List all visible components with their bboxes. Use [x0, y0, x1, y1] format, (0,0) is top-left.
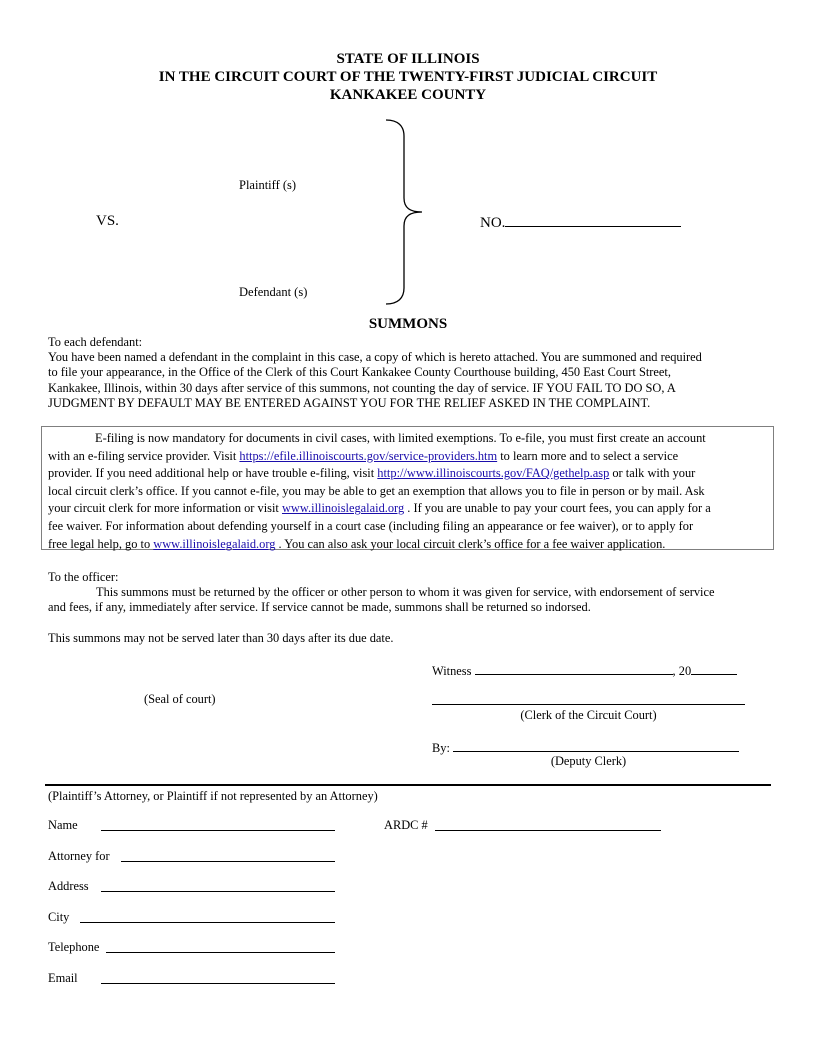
by-label: By:: [432, 741, 450, 755]
deputy-clerk-label: (Deputy Clerk): [550, 754, 627, 768]
telephone-field[interactable]: [106, 952, 335, 953]
witness-label: Witness: [432, 664, 472, 678]
defendant-notice-line: You have been named a defendant in the complaint in this case, a copy of which is hereto attached. You are summoned and required: [48, 350, 702, 364]
officer-instruction-line: This summons must be returned by the officer or other person to whom it was given for service, with endorsement of service: [96, 585, 715, 599]
efile-line: fee waiver. For information about defending yourself in a court case (including filing an appearance or fee waiver), or to apply for: [48, 518, 694, 533]
case-number-field[interactable]: [505, 213, 681, 227]
case-number-label: NO.: [480, 215, 506, 231]
efile-line: local circuit clerk’s office. If you cannot e-file, you may be able to get an exemption that allows you to file in person or by mail. Ask: [48, 483, 705, 498]
deputy-signature-field[interactable]: [453, 738, 739, 752]
efile-line: with an e-filing service provider. Visit https://efile.illinoiscourts.gov/service-providers.htm to learn more and to select a service: [48, 448, 679, 463]
seal-of-court: (Seal of court): [144, 692, 216, 706]
attorney-for-label: Attorney for: [48, 849, 110, 863]
telephone-label: Telephone: [48, 940, 100, 954]
clerk-label: (Clerk of the Circuit Court): [520, 708, 657, 722]
service-providers-link[interactable]: https://efile.illinoiscourts.gov/service-providers.htm: [239, 448, 498, 463]
witness-line: [432, 661, 737, 679]
attorney-heading: (Plaintiff’s Attorney, or Plaintiff if not represented by an Attorney): [48, 789, 378, 803]
witness-year-field[interactable]: [691, 661, 737, 675]
caption-brace: [384, 118, 428, 306]
clerk-signature-line[interactable]: [432, 704, 745, 705]
efile-line: free legal help, go to www.illinoislegalaid.org . You can also ask your local circuit clerk’s office for a fee waiver application.: [48, 536, 666, 551]
officer-salutation: To the officer:: [48, 570, 119, 584]
year-prefix: , 20: [672, 664, 692, 678]
court-circuit: IN THE CIRCUIT COURT OF THE TWENTY-FIRST JUDICIAL CIRCUIT: [158, 69, 658, 85]
illinoislegalaid-link[interactable]: www.illinoislegalaid.org: [153, 536, 276, 551]
gethelp-link[interactable]: http://www.illinoiscourts.gov/FAQ/gethelp.asp: [377, 466, 610, 481]
section-divider: [45, 784, 771, 786]
defendant-notice-line: Kankakee, Illinois, within 30 days after service of this summons, not counting the day of service. IF YOU FAIL TO DO SO, A: [48, 381, 676, 395]
plaintiff-label: Plaintiff (s): [239, 178, 297, 192]
email-label: Email: [48, 971, 78, 985]
address-label: Address: [48, 879, 89, 893]
illinoislegalaid-link[interactable]: www.illinoislegalaid.org: [281, 501, 405, 516]
witness-date-field[interactable]: [475, 661, 673, 675]
defendant-notice-line: to file your appearance, in the Office of the Clerk of this Court Kankakee County Courthouse building, 450 East Court Street,: [48, 365, 671, 379]
email-field[interactable]: [101, 983, 335, 984]
attorney-for-field[interactable]: [121, 861, 335, 862]
efile-line: your circuit clerk for more information or visit www.illinoislegalaid.org . If you are unable to pay your court fees, you can apply for a: [48, 501, 711, 516]
summons-title: SUMMONS: [368, 316, 448, 332]
court-state: STATE OF ILLINOIS: [336, 51, 480, 67]
city-label: City: [48, 910, 70, 924]
vs-label: VS.: [96, 213, 119, 229]
efile-line: provider. If you need additional help or have trouble e-filing, visit http://www.illinoiscourts.gov/FAQ/gethelp.asp or talk with your: [48, 466, 696, 481]
service-deadline: This summons may not be served later than 30 days after its due date.: [48, 631, 394, 645]
efiling-notice-box: [41, 426, 774, 550]
efile-line: E-filing is now mandatory for documents in civil cases, with limited exemptions. To e-file, you must first create an account: [95, 431, 706, 445]
defendant-label: Defendant (s): [239, 285, 308, 299]
address-field[interactable]: [101, 891, 335, 892]
name-field[interactable]: [101, 830, 335, 831]
name-label: Name: [48, 818, 78, 832]
case-number: [480, 213, 681, 232]
officer-instruction-line: and fees, if any, immediately after service. If service cannot be made, summons shall be returned so indorsed.: [48, 600, 591, 614]
ardc-label: ARDC #: [384, 818, 428, 832]
defendant-salutation: To each defendant:: [48, 335, 143, 349]
city-field[interactable]: [80, 922, 335, 923]
defendant-notice-line: JUDGMENT BY DEFAULT MAY BE ENTERED AGAINST YOU FOR THE RELIEF ASKED IN THE COMPLAINT.: [48, 396, 651, 410]
ardc-field[interactable]: [435, 830, 661, 831]
court-county: KANKAKEE COUNTY: [329, 87, 487, 103]
